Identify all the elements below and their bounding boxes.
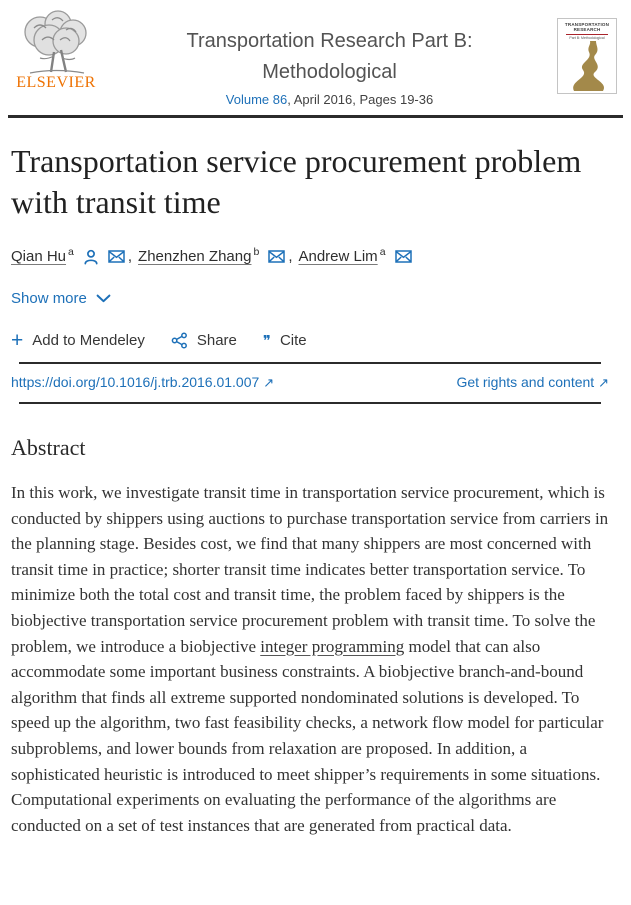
external-link-icon: ↗ <box>263 375 275 391</box>
share-label: Share <box>196 332 237 349</box>
author-link[interactable]: Zhenzhen Zhang <box>138 248 252 265</box>
abstract-text <box>11 480 609 838</box>
issue-line <box>102 92 557 107</box>
article-title: Transportation service procurement problem with transit time <box>11 143 582 220</box>
cover-edition: Part B: Methodological <box>569 35 605 40</box>
show-more-button[interactable] <box>11 290 111 307</box>
abstract-text-part1: In this work, we investigate transit time in transportation service procurement, which is conducted by shippers using auctions to purchase transportation service from carriers in the planning stage. Besides cost, we find that many shippers are most concerned with transit time in practice; shorter transit time indicates better transportation service. To minimize both the total cost and transit time, the problem faced by shippers is the biobjective transportation service procurement problem with transit time. To solve the problem, we introduce a biobjective <box>11 483 609 656</box>
author <box>138 245 298 265</box>
journal-heading <box>102 10 557 107</box>
email-icon[interactable] <box>395 250 412 263</box>
rights-text: Get rights and content <box>456 373 595 390</box>
rights-and-content-link[interactable] <box>456 374 609 391</box>
action-bar <box>11 328 609 352</box>
cite-label: Cite <box>279 332 307 349</box>
cover-road-art <box>562 41 612 91</box>
author-affiliation: a <box>379 245 386 258</box>
cover-red-rule <box>566 34 608 35</box>
author-affiliation: a <box>68 245 74 258</box>
external-link-icon: ↗ <box>598 375 609 391</box>
journal-cover-thumbnail[interactable] <box>557 18 617 94</box>
elsevier-logo[interactable] <box>10 10 102 92</box>
issue-details: , April 2016, Pages 19-36 <box>287 92 434 107</box>
journal-banner <box>0 0 631 115</box>
author-separator: , <box>288 248 293 265</box>
volume-link[interactable]: Volume 86 <box>225 92 288 107</box>
person-icon[interactable] <box>83 249 99 265</box>
author-link[interactable]: Andrew Lim <box>298 248 378 265</box>
share-icon <box>171 332 188 349</box>
author-link[interactable]: Qian Hu <box>11 248 67 265</box>
article-main <box>0 141 631 838</box>
cite-button[interactable] <box>263 332 307 349</box>
abstract-heading: Abstract <box>11 435 86 460</box>
chevron-down-icon <box>96 294 111 304</box>
author-separator: , <box>127 248 133 265</box>
cover-masthead: TRANSPORTATION RESEARCH <box>564 22 610 32</box>
plus-icon: + <box>11 328 24 352</box>
author-list <box>11 245 609 265</box>
author <box>11 245 138 265</box>
journal-title-link[interactable]: Transportation Research Part B: Methodological <box>186 30 473 83</box>
email-icon[interactable] <box>108 250 125 263</box>
abstract-text-part2: model that can also accommodate some important business constraints. A biobjective branch-and-bound algorithm that finds all extreme supported nondominated solutions is developed. To speed up the algorithm, two fast feasibility checks, a network flow model for particular subproblems, and lower bounds from relaxation are proposed. In addition, a sophisticated heuristic is introduced to meet shipper’s requirements in some situations. Computational experiments on evaluating the performance of the algorithms are conducted on a set of test instances that are generated from practical data. <box>11 636 604 835</box>
elsevier-wordmark: ELSEVIER <box>16 74 96 91</box>
abstract-section <box>11 435 609 838</box>
cite-icon: ❞ <box>262 331 271 350</box>
add-to-mendeley-button[interactable] <box>11 328 145 352</box>
doi-link[interactable] <box>11 374 274 391</box>
share-button[interactable] <box>171 332 237 349</box>
divider <box>19 402 601 405</box>
doi-text: https://doi.org/10.1016/j.trb.2016.01.007 <box>11 373 260 390</box>
author <box>298 245 411 265</box>
show-more-label: Show more <box>11 290 87 307</box>
add-to-mendeley-label: Add to Mendeley <box>32 332 145 349</box>
doi-row <box>11 364 609 402</box>
elsevier-tree-icon <box>14 10 98 76</box>
author-affiliation: b <box>253 245 260 258</box>
header-divider <box>8 115 623 118</box>
email-icon[interactable] <box>268 250 285 263</box>
integer-programming-link[interactable]: integer programming <box>260 636 405 656</box>
